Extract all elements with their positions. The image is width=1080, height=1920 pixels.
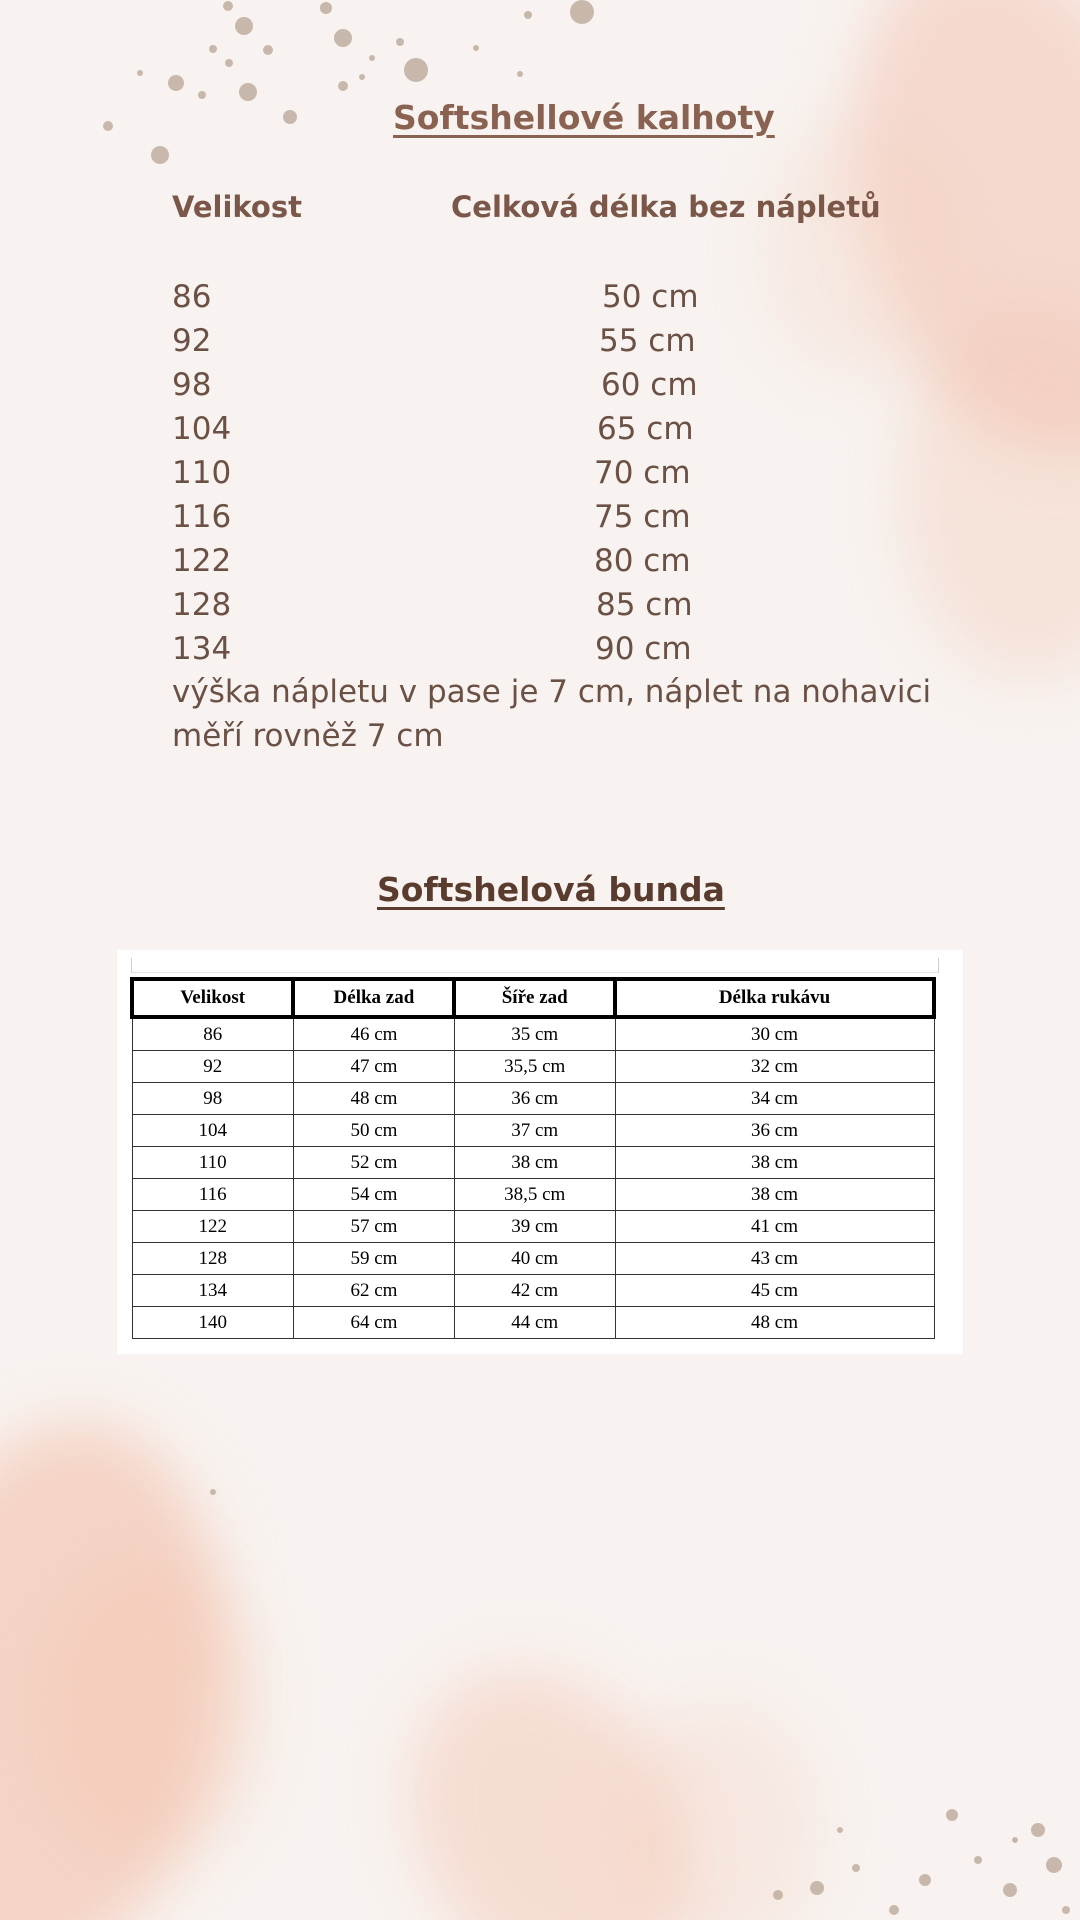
table-row	[132, 1243, 934, 1275]
cell-back-length: 46 cm	[293, 1017, 454, 1051]
pants-length: 80 cm	[594, 543, 691, 579]
pants-header-size: Velikost	[172, 190, 302, 224]
cell-size: 134	[132, 1275, 293, 1307]
pants-row	[172, 583, 972, 627]
pants-row	[172, 319, 972, 363]
pants-size: 128	[172, 587, 232, 623]
cell-back-length: 48 cm	[293, 1083, 454, 1115]
cell-sleeve-length: 48 cm	[615, 1307, 934, 1339]
cell-back-length: 50 cm	[293, 1115, 454, 1147]
table-row	[132, 1275, 934, 1307]
cell-sleeve-length: 30 cm	[615, 1017, 934, 1051]
pants-header-length: Celková délka bez nápletů	[451, 190, 881, 224]
pants-size: 134	[172, 631, 232, 667]
cell-back-width: 44 cm	[454, 1307, 615, 1339]
pants-length: 60 cm	[601, 367, 698, 403]
cell-back-length: 59 cm	[293, 1243, 454, 1275]
pants-size: 116	[172, 499, 232, 535]
pants-size: 92	[172, 323, 212, 359]
cell-back-length: 57 cm	[293, 1211, 454, 1243]
pants-length: 90 cm	[595, 631, 692, 667]
cell-size: 116	[132, 1179, 293, 1211]
cell-size: 122	[132, 1211, 293, 1243]
cell-back-width: 37 cm	[454, 1115, 615, 1147]
table-row	[132, 1115, 934, 1147]
cell-size: 92	[132, 1051, 293, 1083]
pants-title: Softshellové kalhoty	[393, 98, 775, 137]
cell-back-width: 35,5 cm	[454, 1051, 615, 1083]
cell-sleeve-length: 34 cm	[615, 1083, 934, 1115]
pants-length: 65 cm	[597, 411, 694, 447]
cell-back-width: 35 cm	[454, 1017, 615, 1051]
pants-row	[172, 495, 972, 539]
cell-back-width: 40 cm	[454, 1243, 615, 1275]
cell-back-length: 52 cm	[293, 1147, 454, 1179]
cell-back-width: 39 cm	[454, 1211, 615, 1243]
table-row	[132, 1211, 934, 1243]
cell-back-width: 36 cm	[454, 1083, 615, 1115]
table-row	[132, 1017, 934, 1051]
pants-length: 50 cm	[602, 279, 699, 315]
pants-length: 85 cm	[596, 587, 693, 623]
cell-size: 86	[132, 1017, 293, 1051]
cell-back-length: 54 cm	[293, 1179, 454, 1211]
pants-size: 104	[172, 411, 232, 447]
cell-sleeve-length: 38 cm	[615, 1179, 934, 1211]
pants-size: 122	[172, 543, 232, 579]
pants-row	[172, 539, 972, 583]
table-row	[132, 1179, 934, 1211]
table-row	[132, 1307, 934, 1339]
pants-size: 98	[172, 367, 212, 403]
pants-row	[172, 407, 972, 451]
cell-sleeve-length: 38 cm	[615, 1147, 934, 1179]
pants-length: 75 cm	[594, 499, 691, 535]
jacket-title: Softshelová bunda	[377, 870, 725, 909]
cell-size: 128	[132, 1243, 293, 1275]
watercolor-wash	[620, 1700, 820, 1920]
cell-back-width: 42 cm	[454, 1275, 615, 1307]
pants-row	[172, 275, 972, 319]
column-header-back-width: Šíře zad	[454, 979, 615, 1017]
jacket-size-table-card	[117, 950, 963, 1354]
pants-size: 110	[172, 455, 232, 491]
cell-size: 104	[132, 1115, 293, 1147]
pants-row	[172, 451, 972, 495]
watercolor-wash	[352, 1618, 747, 1920]
jacket-size-table	[130, 977, 936, 1339]
table-row	[132, 1147, 934, 1179]
column-header-size: Velikost	[132, 979, 293, 1017]
cell-size: 98	[132, 1083, 293, 1115]
pants-cuff-note: výška nápletu v pase je 7 cm, náplet na nohavici měří rovněž 7 cm	[172, 674, 932, 754]
pants-size-list	[172, 275, 972, 671]
pants-row	[172, 363, 972, 407]
watercolor-wash	[40, 1560, 260, 1860]
pants-size: 86	[172, 279, 212, 315]
watercolor-wash	[0, 1395, 266, 1920]
cell-size: 110	[132, 1147, 293, 1179]
cell-back-width: 38,5 cm	[454, 1179, 615, 1211]
cell-back-length: 62 cm	[293, 1275, 454, 1307]
table-row	[132, 1051, 934, 1083]
pants-length: 70 cm	[594, 455, 691, 491]
pants-row	[172, 627, 972, 671]
column-header-sleeve-length: Délka rukávu	[615, 979, 934, 1017]
column-header-back-length: Délka zad	[293, 979, 454, 1017]
cell-sleeve-length: 43 cm	[615, 1243, 934, 1275]
cell-back-length: 47 cm	[293, 1051, 454, 1083]
cell-sleeve-length: 32 cm	[615, 1051, 934, 1083]
cell-sleeve-length: 45 cm	[615, 1275, 934, 1307]
cell-sleeve-length: 41 cm	[615, 1211, 934, 1243]
cell-back-width: 38 cm	[454, 1147, 615, 1179]
pants-length: 55 cm	[599, 323, 696, 359]
cell-sleeve-length: 36 cm	[615, 1115, 934, 1147]
table-header-row	[132, 979, 934, 1017]
table-top-border	[131, 958, 939, 973]
cell-back-length: 64 cm	[293, 1307, 454, 1339]
table-row	[132, 1083, 934, 1115]
cell-size: 140	[132, 1307, 293, 1339]
